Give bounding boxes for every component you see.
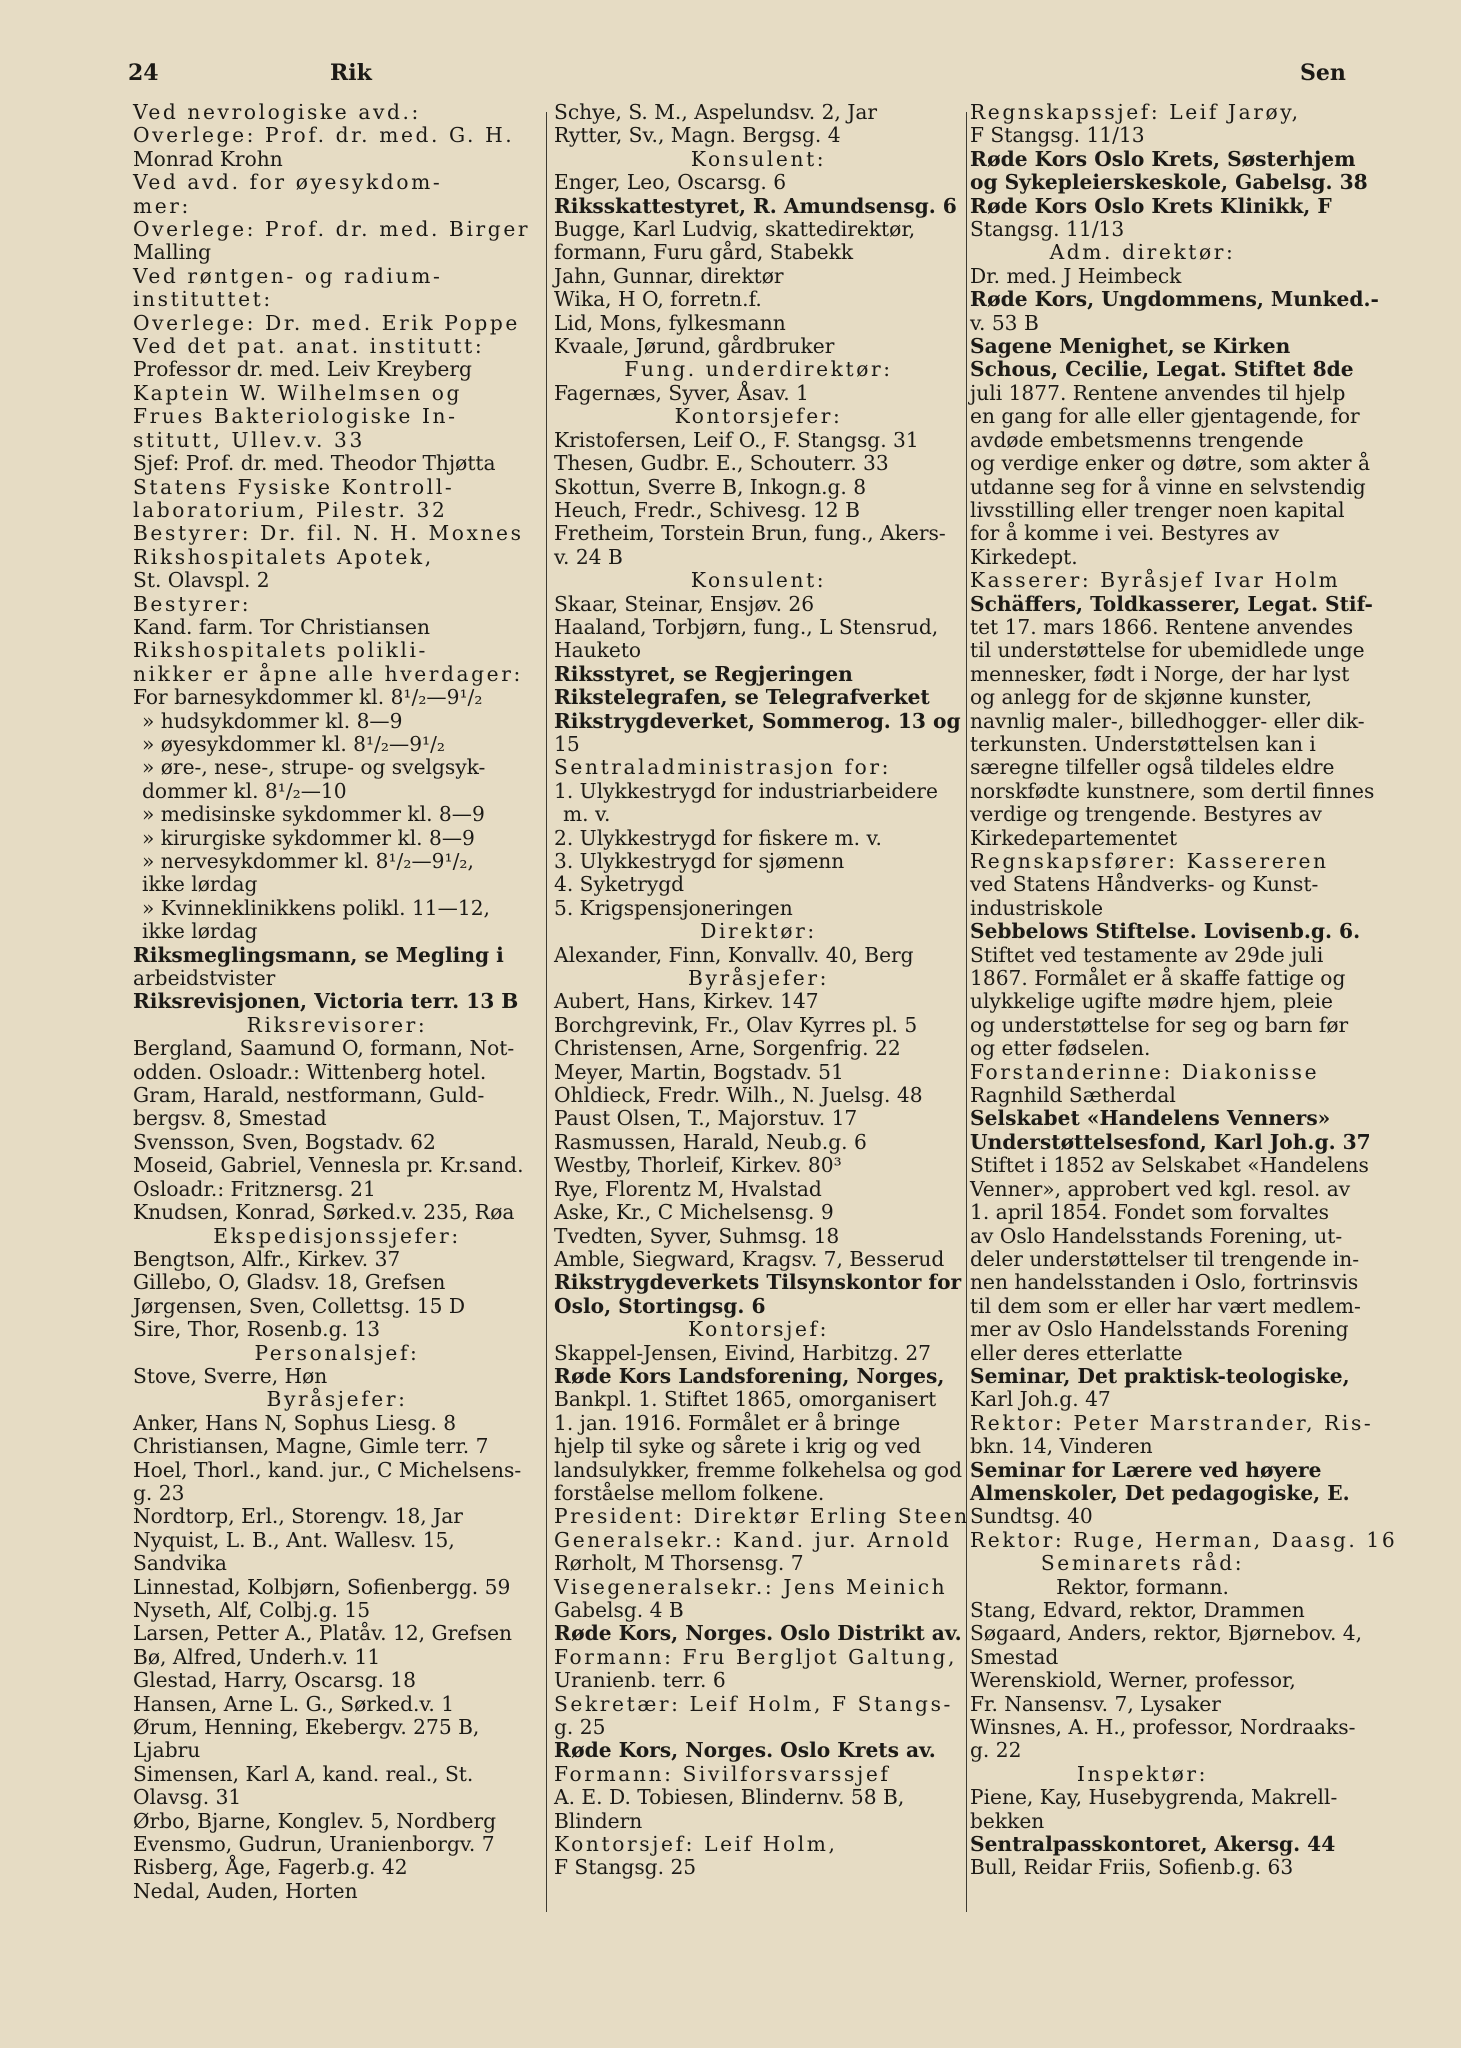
directory-line: Fung. underdirektør: (624, 357, 893, 382)
directory-line: Sandvika (133, 1551, 227, 1576)
directory-line: Schye, S. M., Aspelundsv. 2, Jar (554, 100, 878, 124)
directory-line: Rikshospitalets polikli- (133, 638, 428, 663)
directory-line: mennesker, født i Norge, der har lyst (970, 661, 1350, 686)
directory-line: Rikstrygdeverket, Sommerog. 13 og (554, 708, 961, 733)
directory-line: Aske, Kr., C Michelsensg. 9 (554, 1200, 834, 1225)
directory-line: Schäffers, Toldkasserer, Legat. Stif- (970, 591, 1373, 616)
directory-line: Hauketo (554, 638, 642, 663)
directory-line: Malling (133, 240, 211, 265)
directory-line: Seminar, Det praktisk-teologiske, (970, 1363, 1350, 1388)
directory-line: Riksstyret, se Regjeringen (554, 661, 853, 686)
directory-line: av Oslo Handelsstands Forening, ut- (970, 1223, 1343, 1248)
directory-line: 1. april 1854. Fondet som forvaltes (970, 1200, 1329, 1225)
directory-line: Jahn, Gunnar, direktør (554, 263, 784, 288)
directory-line: Understøttelsesfond, Karl Joh.g. 37 (970, 1129, 1371, 1154)
directory-line: Svensson, Sven, Bogstadv. 62 (133, 1129, 436, 1154)
directory-line: For barnesykdommer kl. 8¹/₂—9¹/₂ (133, 685, 483, 710)
page-number: 24 (128, 60, 159, 86)
directory-line: og verdige enker og døtre, som akter å (970, 451, 1370, 476)
directory-line: Fretheim, Torstein Brun, fung., Akers- (554, 521, 946, 546)
directory-line: eller deres etterlatte (970, 1340, 1183, 1365)
directory-line: Uranienb. terr. 6 (554, 1668, 726, 1693)
directory-line: Konsulent: (690, 568, 827, 593)
directory-line: Ljabru (133, 1738, 201, 1763)
directory-line: Kaptein W. Wilhelmsen og (133, 380, 463, 405)
directory-line: landsulykker, fremme folkehelsa og god (554, 1457, 963, 1482)
directory-line: Haaland, Torbjørn, fung., L Stensrud, (554, 614, 939, 639)
directory-line: Sentraladministrasjon for: (554, 755, 892, 780)
directory-line: Rytter, Sv., Magn. Bergsg. 4 (554, 123, 841, 148)
directory-line: Byråsjefer: (688, 966, 829, 991)
directory-line: 5. Krigspensjoneringen (554, 895, 793, 920)
directory-line: Borchgrevink, Fr., Olav Kyrres pl. 5 (554, 1012, 918, 1037)
directory-line: Fagernæs, Syver, Åsav. 1 (554, 380, 809, 405)
directory-line: Sebbelows Stiftelse. Lovisenb.g. 6. (970, 919, 1361, 944)
directory-line: forståelse mellom folkene. (554, 1480, 825, 1505)
directory-line: Riksskattestyret, R. Amundsensg. 6 (554, 193, 957, 218)
directory-line: 1867. Formålet er å skaffe fattige og (970, 966, 1346, 991)
directory-line: » hudsykdommer kl. 8—9 (142, 708, 403, 733)
directory-line: laboratorium, Pilestr. 32 (133, 497, 448, 522)
directory-line: Risberg, Åge, Fagerb.g. 42 (133, 1855, 408, 1880)
directory-line: Rektor: Peter Marstrander, Ris- (970, 1410, 1374, 1435)
directory-line: F Stangsg. 11/13 (970, 123, 1145, 148)
directory-line: Selskabet «Handelens Venners» (970, 1106, 1331, 1131)
directory-line: Konsulent: (690, 146, 827, 171)
directory-line: Bankpl. 1. Stiftet 1865, omorganisert (554, 1387, 937, 1412)
directory-line: Ved røntgen- og radium- (133, 263, 443, 288)
directory-line: Professor dr. med. Leiv Kreyberg (133, 357, 472, 382)
directory-line: 3. Ulykkestrygd for sjømenn (554, 849, 845, 873)
directory-line: Heuch, Fredr., Schivesg. 12 B (554, 497, 860, 522)
directory-line: » kirurgiske sykdommer kl. 8—9 (142, 825, 475, 850)
directory-line: Anker, Hans N, Sophus Liesg. 8 (133, 1410, 457, 1435)
directory-line: g. 25 (554, 1715, 606, 1740)
directory-line: Smestad (970, 1644, 1059, 1669)
directory-line: m. v. (563, 802, 611, 827)
directory-line: ulykkelige ugifte mødre hjem, pleie (970, 989, 1333, 1014)
directory-line: en gang for alle eller gjentagende, for (970, 404, 1360, 429)
directory-line: Nyquist, L. B., Ant. Wallesv. 15, (133, 1527, 455, 1552)
directory-line: og etter fødselen. (970, 1036, 1151, 1061)
directory-line: Adm. direktør: (1049, 240, 1236, 265)
directory-line: Nordtorp, Erl., Storengv. 18, Jar (133, 1504, 463, 1529)
directory-line: Blindern (554, 1808, 643, 1833)
directory-line: Kirkedept. (970, 544, 1078, 569)
directory-line: A. E. D. Tobiesen, Blindernv. 58 B, (554, 1785, 905, 1810)
directory-line: Seminarets råd: (1040, 1551, 1245, 1576)
directory-line: g. 23 (133, 1480, 185, 1505)
directory-line: Seminar for Lærere ved høyere (970, 1457, 1322, 1482)
directory-line: Werenskiold, Werner, professor, (970, 1668, 1296, 1693)
directory-line: Ørum, Henning, Ekebergv. 275 B, (133, 1715, 480, 1740)
directory-line: Kirkedepartementet (970, 825, 1178, 850)
directory-line: odden. Osloadr.: Wittenberg hotel. (133, 1059, 487, 1084)
directory-line: Hoel, Thorl., kand. jur., C Michelsens- (133, 1457, 522, 1482)
directory-line: Riksrevisjonen, Victoria terr. 13 B (133, 989, 519, 1014)
directory-line: 1. Ulykkestrygd for industriarbeidere (554, 778, 938, 803)
directory-line: Sagene Menighet, se Kirken (970, 334, 1291, 359)
directory-line: Bø, Alfred, Underh.v. 11 (133, 1644, 381, 1669)
directory-line: Bergland, Saamund O, formann, Not- (133, 1036, 515, 1061)
directory-line: St. Olavspl. 2 (133, 568, 270, 593)
directory-line: Overlege: Dr. med. Erik Poppe (133, 310, 520, 335)
directory-line: Regnskapsfører: Kassereren (970, 849, 1329, 873)
directory-line: Rektor, formann. (1056, 1574, 1229, 1599)
directory-line: Sjef: Prof. dr. med. Theodor Thjøtta (133, 451, 496, 476)
directory-line: Almenskoler, Det pedagogiske, E. (970, 1480, 1350, 1505)
column-divider (546, 112, 547, 1912)
directory-line: Sundtsg. 40 (970, 1504, 1093, 1529)
directory-line: v. 24 B (554, 544, 623, 569)
directory-line: ikke lørdag (142, 919, 258, 944)
directory-line: til understøttelse for ubemidlede unge (970, 638, 1365, 663)
directory-line: Kontorsjefer: (674, 404, 843, 429)
directory-line: Overlege: Prof. dr. med. G. H. (133, 123, 515, 148)
directory-line: terkunsten. Understøttelsen kan i (970, 731, 1316, 756)
directory-line: formann, Furu gård, Stabekk (554, 240, 854, 265)
directory-line: Stangsg. 11/13 (970, 217, 1125, 242)
directory-line: ikke lørdag (142, 872, 258, 897)
directory-line: avdøde embetsmenns trengende (970, 427, 1304, 452)
directory-line: Byråsjefer: (266, 1387, 408, 1412)
directory-line: Formann: Fru Bergljot Galtung, (554, 1644, 958, 1669)
directory-line: 1. jan. 1916. Formålet er å bringe (554, 1410, 901, 1435)
directory-line: Kand. farm. Tor Christiansen (133, 614, 430, 639)
directory-line: Ragnhild Sætherdal (970, 1083, 1176, 1108)
directory-line: Piene, Kay, Husebygrenda, Makrell- (970, 1785, 1338, 1810)
directory-line: Aubert, Hans, Kirkev. 147 (554, 989, 819, 1014)
directory-line: Alexander, Finn, Konvallv. 40, Berg (554, 942, 914, 967)
directory-line: til dem som er eller har vært medlem- (970, 1293, 1361, 1318)
directory-line: Rasmussen, Harald, Neub.g. 6 (554, 1129, 867, 1154)
directory-line: Direktør: (700, 919, 817, 944)
directory-line: Rye, Florentz M, Hvalstad (554, 1176, 822, 1201)
directory-line: stitutt, Ullev.v. 33 (133, 427, 365, 452)
directory-line: juli 1877. Rentene anvendes til hjelp (970, 380, 1346, 405)
directory-line: Gillebo, O, Gladsv. 18, Grefsen (133, 1270, 446, 1295)
directory-line: industriskole (970, 895, 1104, 920)
directory-line: 15 (554, 731, 580, 756)
directory-line: Simensen, Karl A, kand. real., St. (133, 1761, 474, 1786)
directory-line: Overlege: Prof. dr. med. Birger (133, 217, 531, 242)
directory-line: Olavsg. 31 (133, 1785, 242, 1810)
column-right (970, 100, 1398, 1901)
directory-line: Christiansen, Magne, Gimle terr. 7 (133, 1434, 489, 1459)
directory-line: Riksmeglingsmann, se Megling i (133, 942, 504, 967)
directory-line: Sire, Thor, Rosenb.g. 13 (133, 1317, 381, 1342)
directory-line: Bugge, Karl Ludvig, skattedirektør, (554, 217, 916, 242)
directory-line: Visegeneralsekr.: Jens Meinich (554, 1574, 948, 1599)
directory-line: Wika, H O, forretn.f. (554, 287, 762, 312)
directory-line: Karl Joh.g. 47 (970, 1387, 1111, 1412)
directory-line: Formann: Sivilforsvarssjef (554, 1761, 891, 1786)
directory-line: Bestyrer: Dr. fil. N. H. Moxnes (133, 521, 524, 546)
directory-line: livsstilling eller trenger noen kapital (970, 497, 1345, 522)
directory-line: Forstanderinne: Diakonisse (970, 1059, 1320, 1084)
column-left (133, 101, 541, 1901)
directory-line: Ekspedisjonssjefer: (213, 1223, 461, 1248)
directory-line: mer av Oslo Handelsstands Forening (970, 1317, 1349, 1342)
directory-line: Paust Olsen, T., Majorstuv. 17 (554, 1106, 858, 1131)
directory-line: Jørgensen, Sven, Collettsg. 15 D (133, 1293, 466, 1318)
directory-line: Knudsen, Konrad, Sørked.v. 235, Røa (133, 1200, 515, 1225)
directory-line: særegne tilfeller også tildeles eldre (970, 755, 1335, 780)
directory-line: Tvedten, Syver, Suhmsg. 18 (554, 1223, 840, 1248)
directory-line: Kasserer: Byråsjef Ivar Holm (970, 568, 1341, 593)
directory-line: Bengtson, Alfr., Kirkev. 37 (133, 1246, 401, 1271)
directory-line: Linnestad, Kolbjørn, Sofienbergg. 59 (133, 1574, 511, 1599)
directory-line: og Sykepleierskeskole, Gabelsg. 38 (970, 170, 1368, 195)
directory-line: Bull, Reidar Friis, Sofienb.g. 63 (970, 1855, 1294, 1880)
directory-line: nikker er åpne alle hverdager: (133, 661, 523, 686)
directory-line: Inspektør: (1076, 1761, 1209, 1786)
directory-line: verdige og trengende. Bestyres av (970, 802, 1322, 827)
directory-line: » Kvinneklinikkens polikl. 11—12, (142, 895, 490, 920)
directory-line: Oslo, Stortingsg. 6 (554, 1293, 766, 1318)
directory-line: Røde Kors, Ungdommens, Munked.- (970, 287, 1379, 312)
directory-line: tet 17. mars 1866. Rentene anvendes (970, 614, 1354, 639)
directory-line: Monrad Krohn (133, 146, 283, 171)
directory-line: bergsv. 8, Smestad (133, 1106, 327, 1131)
directory-line: Thesen, Gudbr. E., Schouterr. 33 (554, 451, 889, 476)
directory-line: deler understøttelser til trengende in- (970, 1246, 1360, 1271)
directory-line: Bestyrer: (133, 591, 252, 616)
directory-line: Søgaard, Anders, rektor, Bjørnebov. 4, (970, 1621, 1363, 1646)
directory-line: Ørbo, Bjarne, Konglev. 5, Nordberg (133, 1808, 497, 1833)
directory-line: Riksrevisorer: (246, 1012, 428, 1037)
running-head-right: Sen (1300, 60, 1346, 86)
directory-line: Røde Kors, Norges. Oslo Distrikt av. (554, 1621, 962, 1646)
directory-line: Statens Fysiske Kontroll- (133, 474, 455, 499)
directory-line: Fr. Nansensv. 7, Lysaker (970, 1691, 1221, 1716)
directory-line: ved Statens Håndverks- og Kunst- (970, 872, 1319, 897)
directory-line: Stiftet i 1852 av Selskabet «Handelens (970, 1153, 1369, 1178)
directory-line: Sentralpasskontoret, Akersg. 44 (970, 1832, 1336, 1857)
directory-line: Nedal, Auden, Horten (133, 1878, 358, 1903)
directory-line: Venner», approbert ved kgl. resol. av (970, 1176, 1351, 1201)
directory-line: Røde Kors Landsforening, Norges, (554, 1363, 945, 1388)
directory-line: Dr. med. J Heimbeck (970, 263, 1182, 288)
directory-line: Ved det pat. anat. institutt: (133, 334, 485, 359)
column-middle (554, 100, 970, 1901)
directory-line: Rikstelegrafen, se Telegrafverket (554, 685, 930, 710)
directory-line: » medisinske sykdommer kl. 8—9 (142, 802, 485, 827)
directory-line: utdanne seg for å vinne en selvstendig (970, 474, 1366, 499)
directory-line: Rektor: Ruge, Herman, Daasg. 16 (970, 1527, 1398, 1552)
directory-line: bkn. 14, Vinderen (970, 1434, 1153, 1459)
directory-line: v. 53 B (970, 310, 1039, 335)
directory-line: 2. Ulykkestrygd for fiskere m. v. (554, 825, 882, 850)
directory-line: » øyesykdommer kl. 8¹/₂—9¹/₂ (142, 731, 446, 756)
directory-line: Kristofersen, Leif O., F. Stangsg. 31 (554, 427, 919, 452)
directory-line: Evensmo, Gudrun, Uranienborgv. 7 (133, 1832, 495, 1857)
directory-line: F Stangsg. 25 (554, 1855, 697, 1880)
directory-line: dommer kl. 8¹/₂—10 (142, 778, 347, 803)
directory-line: Frues Bakteriologiske In- (133, 404, 458, 429)
directory-line: for å komme i vei. Bestyres av (970, 521, 1280, 546)
directory-line: Ved avd. for øyesykdom- (133, 170, 443, 195)
column-divider (966, 112, 967, 1912)
directory-line: » øre-, nese-, strupe- og svelgsyk- (142, 755, 486, 780)
directory-line: og anlegg for de skjønne kunster, (970, 685, 1313, 710)
directory-line: Gabelsg. 4 B (554, 1598, 684, 1622)
directory-line: Winsnes, A. H., professor, Nordraaks- (970, 1715, 1356, 1740)
directory-line: og understøttelse for seg og barn før (970, 1012, 1349, 1037)
directory-line: Sekretær: Leif Holm, F Stangs- (554, 1691, 953, 1716)
directory-line: President: Direktør Erling Steen (554, 1504, 970, 1529)
directory-line: Kontorsjef: Leif Holm, (554, 1832, 838, 1857)
directory-line: Skappel-Jensen, Eivind, Harbitzg. 27 (554, 1340, 932, 1365)
directory-line: Ohldieck, Fredr. Wilh., N. Juelsg. 48 (554, 1083, 923, 1108)
directory-line: Schous, Cecilie, Legat. Stiftet 8de (970, 357, 1354, 382)
directory-line: navnlig maler-, billedhogger- eller dik- (970, 708, 1365, 733)
directory-line: Ved nevrologiske avd.: (133, 100, 421, 124)
directory-line: Stove, Sverre, Høn (133, 1363, 328, 1388)
directory-line: Meyer, Martin, Bogstadv. 51 (554, 1059, 844, 1084)
directory-line: Kontorsjef: (687, 1317, 830, 1342)
directory-line: Glestad, Harry, Oscarsg. 18 (133, 1668, 416, 1693)
directory-line: Generalsekr.: Kand. jur. Arnold (554, 1527, 952, 1552)
directory-line: Larsen, Petter A., Platåv. 12, Grefsen (133, 1621, 513, 1646)
directory-line: Hansen, Arne L. G., Sørked.v. 1 (133, 1691, 455, 1716)
directory-line: g. 22 (970, 1738, 1022, 1763)
directory-line: Moseid, Gabriel, Vennesla pr. Kr.sand. (133, 1153, 524, 1178)
directory-line: Rikshospitalets Apotek, (133, 544, 434, 569)
directory-line: Christensen, Arne, Sorgenfrig. 22 (554, 1036, 901, 1061)
directory-line: Lid, Mons, fylkesmann (554, 310, 786, 335)
directory-line: Røde Kors Oslo Krets, Søsterhjem (970, 146, 1356, 171)
directory-line: Regnskapssjef: Leif Jarøy, (970, 100, 1301, 124)
directory-line: Stiftet ved testamente av 29de juli (970, 942, 1324, 967)
directory-line: bekken (970, 1808, 1045, 1833)
directory-line: nen handelsstanden i Oslo, fortrinsvis (970, 1270, 1359, 1295)
directory-line: Skottun, Sverre B, Inkogn.g. 8 (554, 474, 867, 499)
directory-line: Røde Kors Oslo Krets Klinikk, F (970, 193, 1332, 218)
directory-line: Osloadr.: Fritznersg. 21 (133, 1176, 376, 1201)
directory-line: Gram, Harald, nestformann, Guld- (133, 1083, 485, 1108)
directory-line: Rørholt, M Thorsensg. 7 (554, 1551, 804, 1576)
directory-line: norskfødte kunstnere, som dertil finnes (970, 778, 1375, 803)
directory-line: Røde Kors, Norges. Oslo Krets av. (554, 1738, 936, 1763)
directory-line: Nyseth, Alf, Colbj.g. 15 (133, 1598, 371, 1622)
directory-line: Westby, Thorleif, Kirkev. 80³ (554, 1153, 842, 1178)
directory-line: mer: (133, 193, 191, 218)
directory-line: instituttet: (133, 287, 273, 312)
directory-line: Enger, Leo, Oscarsg. 6 (554, 170, 787, 195)
directory-line: arbeidstvister (133, 966, 276, 991)
directory-line: Stang, Edvard, rektor, Drammen (970, 1598, 1305, 1622)
directory-line: Amble, Siegward, Kragsv. 7, Besserud (554, 1246, 945, 1271)
directory-line: Rikstrygdeverkets Tilsynskontor for (554, 1270, 962, 1295)
directory-line: Skaar, Steinar, Ensjøv. 26 (554, 591, 815, 616)
directory-line: » nervesykdommer kl. 8¹/₂—9¹/₂, (142, 849, 474, 873)
directory-line: Kvaale, Jørund, gårdbruker (554, 334, 835, 359)
directory-line: 4. Syketrygd (554, 872, 685, 897)
running-head-left: Rik (330, 60, 372, 86)
directory-line: hjelp til syke og sårete i krig og ved (554, 1434, 922, 1459)
directory-line: Personalsjef: (254, 1340, 420, 1365)
